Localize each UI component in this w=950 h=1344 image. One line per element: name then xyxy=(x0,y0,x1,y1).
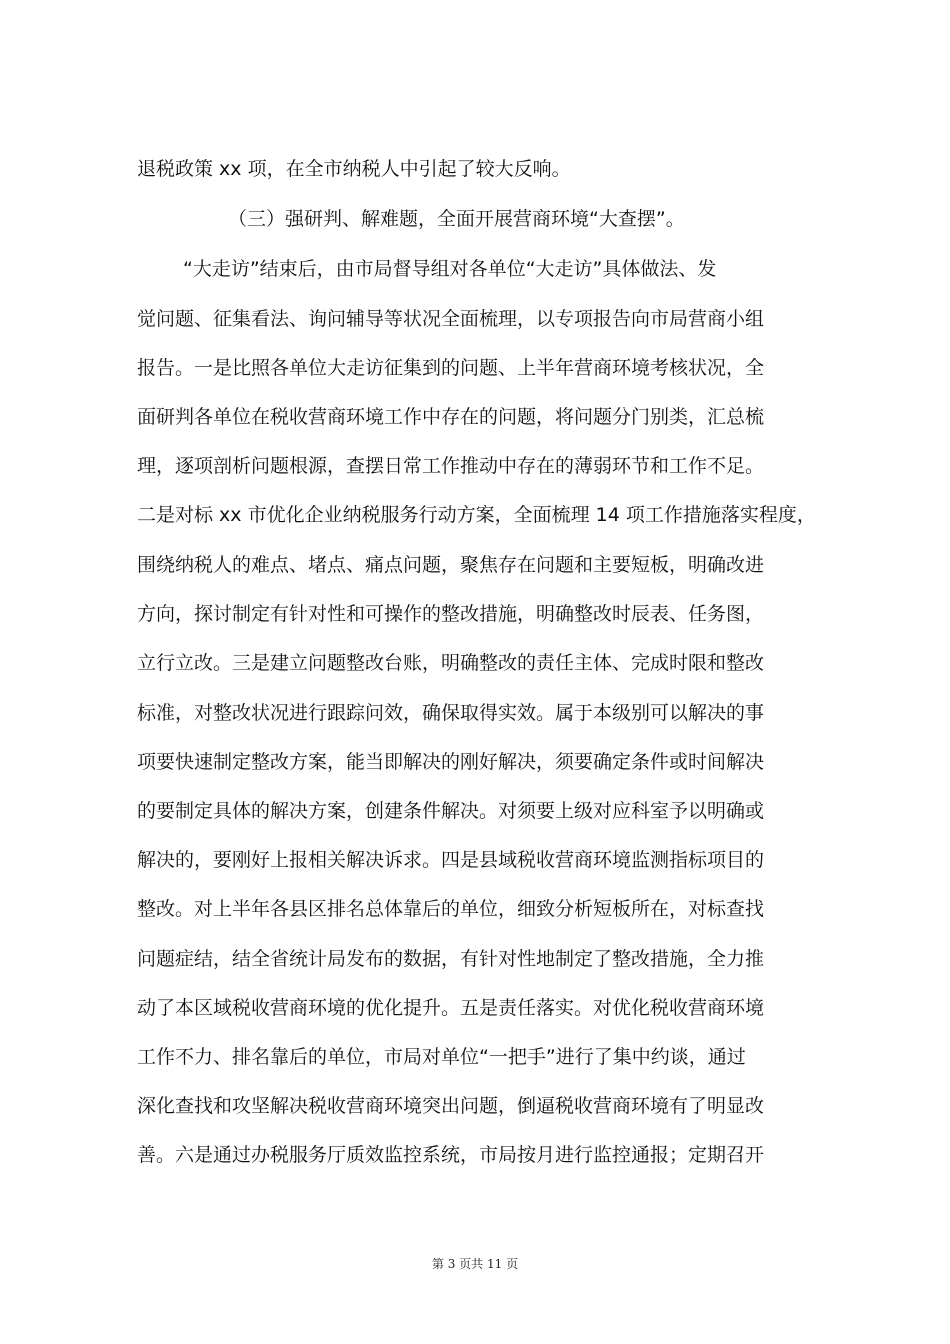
body-text-line: 二是对标 xx 市优化企业纳税服务行动方案，全面梳理 14 项工作措施落实程度， xyxy=(137,504,816,526)
body-text-line: 工作不力、排名靠后的单位，市局对单位“一把手”进行了集中约谈，通过 xyxy=(137,1046,746,1068)
body-text-line: 标准，对整改状况进行跟踪问效，确保取得实效。属于本级别可以解决的事 xyxy=(137,702,765,724)
page-number-footer: 第 3 页共 11 页 xyxy=(431,1257,519,1271)
body-text-line: 围绕纳税人的难点、堵点、痛点问题，聚焦存在问题和主要短板，明确改进 xyxy=(137,554,765,576)
body-text-line: 方向，探讨制定有针对性和可操作的整改措施，明确整改时辰表、任务图， xyxy=(137,603,765,625)
body-text-line: 立行立改。三是建立问题整改台账，明确整改的责任主体、完成时限和整改 xyxy=(137,652,765,674)
body-text-line: 退税政策 xx 项，在全市纳税人中引起了较大反响。 xyxy=(137,158,571,180)
body-text-line: 的要制定具体的解决方案，创建条件解决。对须要上级对应科室予以明确或 xyxy=(137,800,765,822)
body-text-line: 项要快速制定整改方案，能当即解决的刚好解决，须要确定条件或时间解决 xyxy=(137,751,765,773)
body-text-line: 报告。一是比照各单位大走访征集到的问题、上半年营商环境考核状况，全 xyxy=(137,357,765,379)
body-text-line: 觉问题、征集看法、询问辅导等状况全面梳理，以专项报告向市局营商小组 xyxy=(137,308,765,330)
body-text-line: 整改。对上半年各县区排名总体靠后的单位，细致分析短板所在，对标查找 xyxy=(137,898,765,920)
body-text-line: 面研判各单位在税收营商环境工作中存在的问题，将问题分门别类，汇总梳 xyxy=(137,406,765,428)
body-text-line: 理，逐项剖析问题根源，查摆日常工作推动中存在的薄弱环节和工作不足。 xyxy=(137,455,765,477)
body-text-line: 问题症结，结全省统计局发布的数据，有针对性地制定了整改措施，全力推 xyxy=(137,948,765,970)
paragraph-first-line: “大走访”结束后，由市局督导组对各单位“大走访”具体做法、发 xyxy=(183,258,717,280)
body-text-line: 善。六是通过办税服务厅质效监控系统，市局按月进行监控通报；定期召开 xyxy=(137,1144,765,1166)
body-text-line: 解决的，要刚好上报相关解决诉求。四是县域税收营商环境监测指标项目的 xyxy=(137,849,765,871)
body-text-line: 动了本区域税收营商环境的优化提升。五是责任落实。对优化税收营商环境 xyxy=(137,997,765,1019)
section-heading: （三）强研判、解难题，全面开展营商环境“大查摆”。 xyxy=(228,208,685,230)
body-text-line: 深化查找和攻坚解决税收营商环境突出问题，倒逼税收营商环境有了明显改 xyxy=(137,1095,765,1117)
